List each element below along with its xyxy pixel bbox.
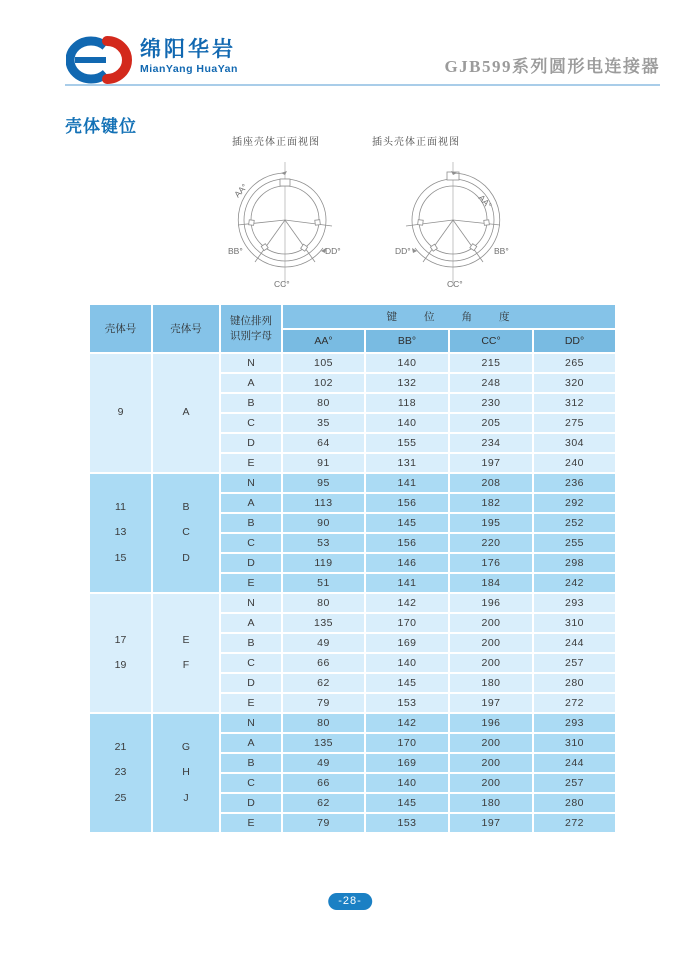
angle-value-cell: 197 <box>449 693 533 713</box>
key-letter-cell: E <box>220 813 282 833</box>
angle-value-cell: 310 <box>533 613 616 633</box>
socket-angle-label-bb: BB° <box>228 246 243 256</box>
key-letter-cell: A <box>220 373 282 393</box>
angle-value-cell: 156 <box>365 533 449 553</box>
company-logo-icon <box>66 36 132 84</box>
angle-value-cell: 153 <box>365 693 449 713</box>
key-letter-cell: E <box>220 573 282 593</box>
angle-value-cell: 141 <box>365 573 449 593</box>
key-letter-cell: B <box>220 393 282 413</box>
angle-value-cell: 293 <box>533 713 616 733</box>
company-name-en: MianYang HuaYan <box>140 63 238 76</box>
angle-value-cell: 62 <box>282 793 365 813</box>
angle-value-cell: 62 <box>282 673 365 693</box>
angle-value-cell: 205 <box>449 413 533 433</box>
brand-text <box>140 36 238 75</box>
angle-value-cell: 197 <box>449 453 533 473</box>
angle-value-cell: 257 <box>533 773 616 793</box>
angle-value-cell: 242 <box>533 573 616 593</box>
angle-value-cell: 119 <box>282 553 365 573</box>
brand-logo <box>66 36 238 84</box>
angle-value-cell: 292 <box>533 493 616 513</box>
angle-value-cell: 90 <box>282 513 365 533</box>
angle-value-cell: 200 <box>449 633 533 653</box>
angle-value-cell: 53 <box>282 533 365 553</box>
angle-value-cell: 255 <box>533 533 616 553</box>
key-position-table-wrap <box>88 303 615 834</box>
angle-value-cell: 176 <box>449 553 533 573</box>
angle-value-cell: 170 <box>365 613 449 633</box>
socket-front-view-diagram <box>208 156 363 294</box>
angle-value-cell: 265 <box>533 353 616 373</box>
key-letter-cell: A <box>220 733 282 753</box>
angle-value-cell: 310 <box>533 733 616 753</box>
shell-letter-cell: B C D <box>152 473 220 593</box>
col-header-shell-number: 壳体号 <box>89 304 152 353</box>
key-letter-cell: D <box>220 673 282 693</box>
socket-angle-label-dd: DD° <box>325 246 341 256</box>
angle-value-cell: 200 <box>449 613 533 633</box>
angle-value-cell: 131 <box>365 453 449 473</box>
angle-value-cell: 257 <box>533 653 616 673</box>
angle-value-cell: 64 <box>282 433 365 453</box>
shell-letter-cell: E F <box>152 593 220 713</box>
angle-value-cell: 200 <box>449 753 533 773</box>
angle-value-cell: 105 <box>282 353 365 373</box>
angle-value-cell: 113 <box>282 493 365 513</box>
angle-value-cell: 95 <box>282 473 365 493</box>
table-row <box>89 353 616 373</box>
col-header-cc: CC° <box>449 329 533 353</box>
plug-front-view-diagram <box>375 156 530 294</box>
col-header-aa: AA° <box>282 329 365 353</box>
table-row <box>89 713 616 733</box>
angle-value-cell: 312 <box>533 393 616 413</box>
angle-value-cell: 230 <box>449 393 533 413</box>
angle-value-cell: 145 <box>365 793 449 813</box>
key-letter-cell: E <box>220 693 282 713</box>
angle-value-cell: 304 <box>533 433 616 453</box>
shell-number-cell: 21 23 25 <box>89 713 152 833</box>
angle-value-cell: 35 <box>282 413 365 433</box>
table-row <box>89 593 616 613</box>
key-letter-cell: E <box>220 453 282 473</box>
angle-value-cell: 320 <box>533 373 616 393</box>
col-header-key-id-line1: 键位排列 <box>230 315 272 328</box>
angle-value-cell: 140 <box>365 353 449 373</box>
angle-value-cell: 80 <box>282 593 365 613</box>
key-letter-cell: D <box>220 793 282 813</box>
angle-value-cell: 156 <box>365 493 449 513</box>
section-title: 壳体键位 <box>65 117 137 136</box>
angle-value-cell: 234 <box>449 433 533 453</box>
angle-value-cell: 66 <box>282 773 365 793</box>
angle-value-cell: 169 <box>365 753 449 773</box>
angle-value-cell: 208 <box>449 473 533 493</box>
angle-value-cell: 180 <box>449 673 533 693</box>
col-header-key-id <box>220 304 282 353</box>
angle-value-cell: 145 <box>365 673 449 693</box>
col-header-key-id-line2: 识别字母 <box>230 329 272 342</box>
angle-value-cell: 244 <box>533 633 616 653</box>
page-number-badge: -28- <box>328 893 372 910</box>
angle-value-cell: 142 <box>365 713 449 733</box>
col-header-bb: BB° <box>365 329 449 353</box>
key-letter-cell: N <box>220 473 282 493</box>
key-letter-cell: C <box>220 533 282 553</box>
plug-angle-label-aa: AA° <box>476 192 494 211</box>
angle-value-cell: 252 <box>533 513 616 533</box>
col-header-angle-group: 键 位 角 度 <box>282 304 616 329</box>
plug-angle-label-bb: BB° <box>494 246 509 256</box>
angle-value-cell: 118 <box>365 393 449 413</box>
angle-value-cell: 140 <box>365 653 449 673</box>
shell-letter-cell: A <box>152 353 220 473</box>
key-letter-cell: B <box>220 753 282 773</box>
angle-value-cell: 49 <box>282 753 365 773</box>
angle-value-cell: 236 <box>533 473 616 493</box>
angle-value-cell: 140 <box>365 413 449 433</box>
angle-value-cell: 132 <box>365 373 449 393</box>
shell-letter-cell: G H J <box>152 713 220 833</box>
key-position-table <box>88 303 617 834</box>
angle-value-cell: 197 <box>449 813 533 833</box>
angle-value-cell: 200 <box>449 733 533 753</box>
angle-value-cell: 51 <box>282 573 365 593</box>
angle-value-cell: 153 <box>365 813 449 833</box>
key-letter-cell: C <box>220 413 282 433</box>
angle-value-cell: 293 <box>533 593 616 613</box>
angle-value-cell: 280 <box>533 793 616 813</box>
angle-value-cell: 79 <box>282 813 365 833</box>
angle-value-cell: 66 <box>282 653 365 673</box>
angle-value-cell: 182 <box>449 493 533 513</box>
key-letter-cell: D <box>220 553 282 573</box>
key-letter-cell: N <box>220 713 282 733</box>
socket-angle-label-cc: CC° <box>274 279 290 289</box>
shell-number-cell: 9 <box>89 353 152 473</box>
angle-value-cell: 91 <box>282 453 365 473</box>
key-letter-cell: A <box>220 493 282 513</box>
angle-value-cell: 79 <box>282 693 365 713</box>
table-row <box>89 473 616 493</box>
angle-value-cell: 146 <box>365 553 449 573</box>
company-name-cn: 绵阳华岩 <box>140 38 236 61</box>
angle-value-cell: 244 <box>533 753 616 773</box>
angle-value-cell: 135 <box>282 733 365 753</box>
plug-diagram-caption: 插头壳体正面视图 <box>372 137 460 148</box>
angle-value-cell: 155 <box>365 433 449 453</box>
document-title: GJB599系列圆形电连接器 <box>444 57 660 76</box>
angle-value-cell: 184 <box>449 573 533 593</box>
angle-value-cell: 196 <box>449 593 533 613</box>
angle-value-cell: 248 <box>449 373 533 393</box>
key-letter-cell: B <box>220 633 282 653</box>
angle-value-cell: 145 <box>365 513 449 533</box>
plug-angle-label-dd: DD° <box>395 246 411 256</box>
angle-value-cell: 220 <box>449 533 533 553</box>
key-letter-cell: N <box>220 353 282 373</box>
angle-value-cell: 180 <box>449 793 533 813</box>
angle-value-cell: 272 <box>533 693 616 713</box>
key-letter-cell: A <box>220 613 282 633</box>
key-letter-cell: D <box>220 433 282 453</box>
angle-value-cell: 196 <box>449 713 533 733</box>
shell-number-cell: 11 13 15 <box>89 473 152 593</box>
angle-value-cell: 80 <box>282 393 365 413</box>
angle-value-cell: 170 <box>365 733 449 753</box>
angle-value-cell: 275 <box>533 413 616 433</box>
angle-value-cell: 102 <box>282 373 365 393</box>
plug-angle-label-cc: CC° <box>447 279 463 289</box>
angle-value-cell: 140 <box>365 773 449 793</box>
header-divider <box>65 84 660 86</box>
angle-value-cell: 200 <box>449 653 533 673</box>
angle-value-cell: 272 <box>533 813 616 833</box>
table-body <box>89 353 616 833</box>
angle-value-cell: 195 <box>449 513 533 533</box>
socket-angle-label-aa: AA° <box>232 181 250 200</box>
key-letter-cell: B <box>220 513 282 533</box>
angle-value-cell: 200 <box>449 773 533 793</box>
angle-value-cell: 215 <box>449 353 533 373</box>
angle-value-cell: 240 <box>533 453 616 473</box>
key-letter-cell: N <box>220 593 282 613</box>
angle-value-cell: 298 <box>533 553 616 573</box>
angle-value-cell: 135 <box>282 613 365 633</box>
angle-value-cell: 80 <box>282 713 365 733</box>
angle-value-cell: 280 <box>533 673 616 693</box>
angle-value-cell: 142 <box>365 593 449 613</box>
key-letter-cell: C <box>220 653 282 673</box>
key-letter-cell: C <box>220 773 282 793</box>
angle-value-cell: 49 <box>282 633 365 653</box>
socket-diagram-caption: 插座壳体正面视图 <box>232 137 320 148</box>
angle-value-cell: 141 <box>365 473 449 493</box>
col-header-shell-letter: 壳体号 <box>152 304 220 353</box>
shell-number-cell: 17 19 <box>89 593 152 713</box>
angle-value-cell: 169 <box>365 633 449 653</box>
col-header-dd: DD° <box>533 329 616 353</box>
